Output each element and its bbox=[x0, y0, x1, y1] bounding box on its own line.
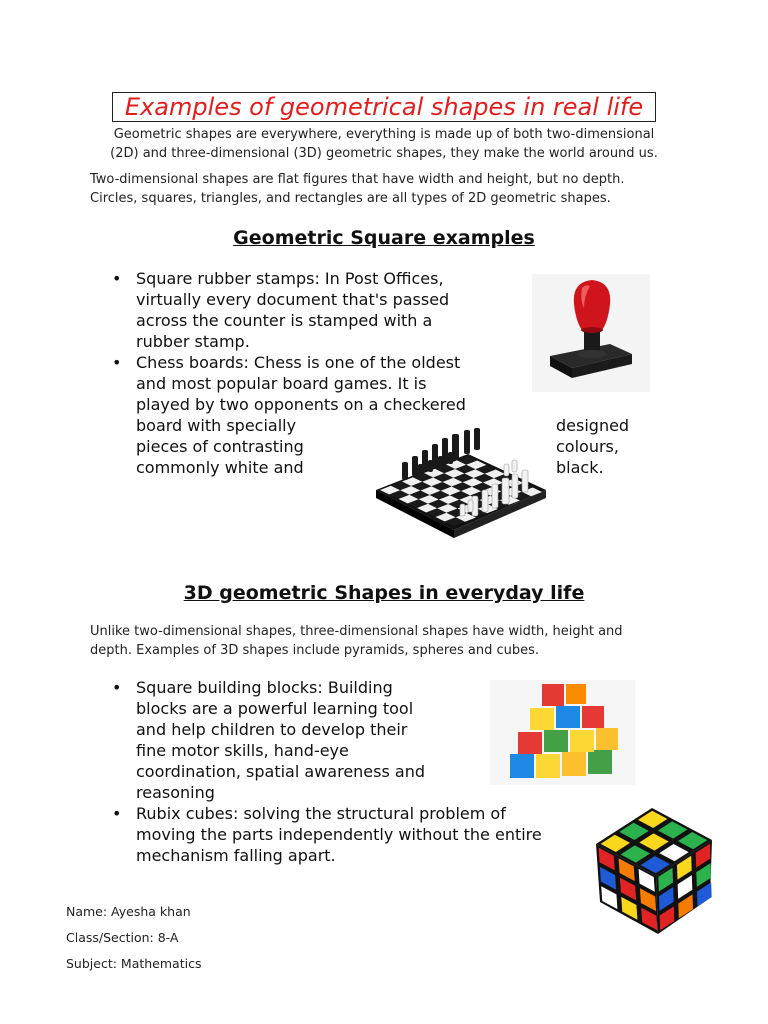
intro-paragraph bbox=[80, 125, 688, 163]
bullet-line: Square rubber stamps: In Post Offices, bbox=[136, 269, 444, 288]
bullet-line: blocks are a powerful learning tool bbox=[136, 699, 414, 718]
bullet-line: reasoning bbox=[136, 783, 215, 802]
bullet-line: Square building blocks: Building bbox=[136, 678, 393, 697]
bullet-line: rubber stamp. bbox=[136, 332, 250, 351]
bullet-line: coordination, spatial awareness and bbox=[136, 762, 425, 781]
bullet-line: board with specially bbox=[136, 416, 297, 435]
section-heading-square: Geometric Square examples bbox=[233, 227, 535, 249]
two-d-paragraph bbox=[90, 170, 690, 208]
bullet-line: played by two opponents on a checkered bbox=[136, 395, 466, 414]
bullet-line: moving the parts independently without the entire bbox=[136, 825, 542, 844]
bullet-marker: • bbox=[112, 269, 122, 288]
bullet-stamps bbox=[136, 268, 516, 352]
bullet-marker: • bbox=[112, 353, 122, 372]
section-heading-3d: 3D geometric Shapes in everyday life bbox=[183, 582, 585, 604]
bullet-line: black. bbox=[556, 458, 604, 477]
bullet-line: Rubix cubes: solving the structural problem of bbox=[136, 804, 506, 823]
bullet-line: pieces of contrasting bbox=[136, 437, 304, 456]
intro-line: (2D) and three-dimensional (3D) geometric shapes, they make the world around us. bbox=[110, 146, 658, 161]
three-d-line: depth. Examples of 3D shapes include pyramids, spheres and cubes. bbox=[90, 643, 540, 658]
rubber-stamp-image bbox=[532, 274, 650, 392]
three-d-paragraph bbox=[90, 622, 690, 660]
student-name: Name: Ayesha khan bbox=[66, 904, 191, 919]
bullet-line: and help children to develop their bbox=[136, 720, 408, 739]
rubiks-cube-image bbox=[592, 800, 716, 938]
bullet-line: colours, bbox=[556, 437, 619, 456]
building-blocks-image bbox=[490, 680, 635, 785]
two-d-line: Two-dimensional shapes are flat figures that have width and height, but no depth. bbox=[90, 172, 625, 187]
bullet-line: commonly white and bbox=[136, 458, 304, 477]
class-section: Class/Section: 8-A bbox=[66, 930, 179, 945]
page-title: Examples of geometrical shapes in real life bbox=[112, 92, 656, 122]
subject: Subject: Mathematics bbox=[66, 956, 202, 971]
three-d-line: Unlike two-dimensional shapes, three-dimensional shapes have width, height and bbox=[90, 624, 623, 639]
bullet-rubix bbox=[136, 803, 596, 866]
bullet-line: and most popular board games. It is bbox=[136, 374, 427, 393]
bullet-line: across the counter is stamped with a bbox=[136, 311, 433, 330]
bullet-line: virtually every document that's passed bbox=[136, 290, 450, 309]
bullet-line: designed bbox=[556, 416, 630, 435]
bullet-line: fine motor skills, hand-eye bbox=[136, 741, 349, 760]
intro-line: Geometric shapes are everywhere, everything is made up of both two-dimensional bbox=[113, 127, 655, 142]
bullet-blocks bbox=[136, 677, 496, 803]
bullet-line: Chess boards: Chess is one of the oldest bbox=[136, 353, 461, 372]
bullet-marker: • bbox=[112, 678, 122, 697]
chess-board-image bbox=[372, 420, 550, 545]
bullet-line: mechanism falling apart. bbox=[136, 846, 336, 865]
bullet-marker: • bbox=[112, 804, 122, 823]
two-d-line: Circles, squares, triangles, and rectangles are all types of 2D geometric shapes. bbox=[90, 191, 611, 206]
bullet-chess-right bbox=[556, 415, 656, 478]
